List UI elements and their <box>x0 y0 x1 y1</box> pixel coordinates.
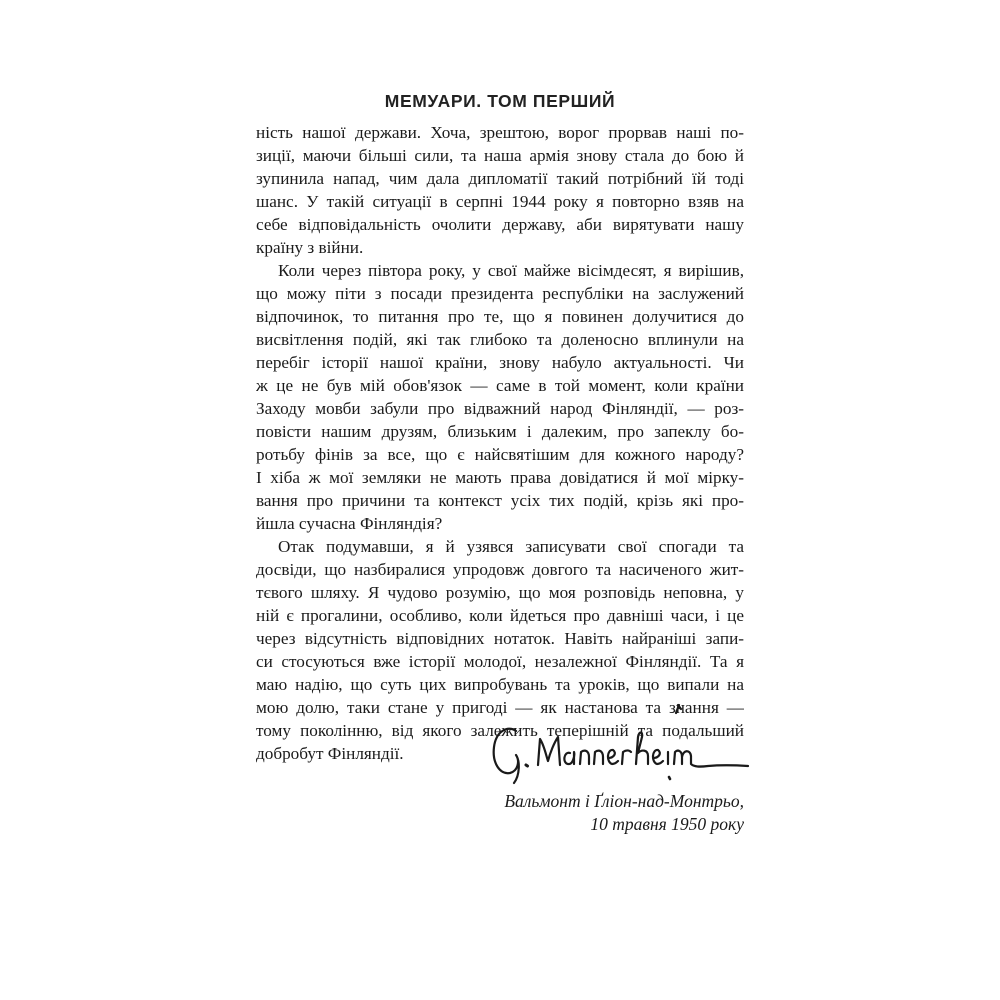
text-line: тому поколінню, від якого залежить теперішній та подальший <box>256 721 744 740</box>
text-line: себе відповідальність очолити державу, аби вирятувати нашу <box>256 215 744 234</box>
text-line: тєвого шляху. Я чудово розумію, що моя розповідь неповна, у <box>256 583 744 602</box>
text-line: висвітлення подій, які так глибоко та доленосно вплинули на <box>256 330 744 349</box>
text-line: через відсутність відповідних нотаток. Навіть найраніші запи- <box>256 629 744 648</box>
text-line: перебіг історії нашої країни, знову набуло актуальності. Чи <box>256 353 744 372</box>
text-line: ж це не був мій обов'язок — саме в той момент, коли країни <box>256 376 744 395</box>
text-line: ній є прогалини, особливо, коли йдеться про давніші часи, і це <box>256 606 744 625</box>
text-line: повісти нашим друзям, близьким і далеким, про запеклу бо- <box>256 422 744 441</box>
text-line: відпочинок, то питання про те, що я повинен долучитися до <box>256 307 744 326</box>
text-line: Заходу мовби забули про відважний народ Фінляндії, — роз- <box>256 399 744 418</box>
text-line: ротьбу фінів за все, що є найсвятішим для кожного народу? <box>256 445 744 464</box>
text-line: країну з війни. <box>256 238 364 257</box>
closing-place: Вальмонт і Ґліон-над-Монтрьо, <box>504 791 744 811</box>
text-line: що можу піти з посади президента республіки на заслужений <box>256 284 744 303</box>
text-line: вання про причини та контекст усіх тих подій, крізь які про- <box>256 491 744 510</box>
handwritten-signature <box>486 703 758 793</box>
text-line: ність нашої держави. Хоча, зрештою, ворог прорвав наші по- <box>256 123 744 142</box>
text-line: добробут Фінляндії. <box>256 744 404 763</box>
text-line: І хіба ж мої земляки не мають права довідатися й мої мірку- <box>256 468 744 487</box>
closing-date: 10 травня 1950 року <box>590 814 744 834</box>
text-line: зиції, маючи більші сили, та наша армія знову стала до бою й <box>256 146 744 165</box>
running-header: МЕМУАРИ. ТОМ ПЕРШИЙ <box>384 91 616 111</box>
text-line: маю надію, що суть цих випробувань та уроків, що випали на <box>256 675 744 694</box>
text-line: зупинила напад, чим дала дипломатії такий потрібний їй тоді <box>256 169 744 188</box>
text-line: Коли через півтора року, у свої майже вісімдесят, я вирішив, <box>278 261 744 280</box>
text-line: Отак подумавши, я й узявся записувати свої спогади та <box>278 537 744 556</box>
text-line: си стосуються вже історії молодої, незалежної Фінляндії. Та я <box>256 652 744 671</box>
text-line: мою долю, таки стане у пригоді — як настанова та знання — <box>256 698 744 717</box>
text-line: досвіди, що назбиралися упродовж довгого та насиченого жит- <box>256 560 744 579</box>
text-line: йшла сучасна Фінляндія? <box>256 514 443 533</box>
body-text <box>256 121 744 765</box>
place-and-date <box>460 790 744 836</box>
text-line: шанс. У такій ситуації в серпні 1944 року я повторно взяв на <box>256 192 744 211</box>
